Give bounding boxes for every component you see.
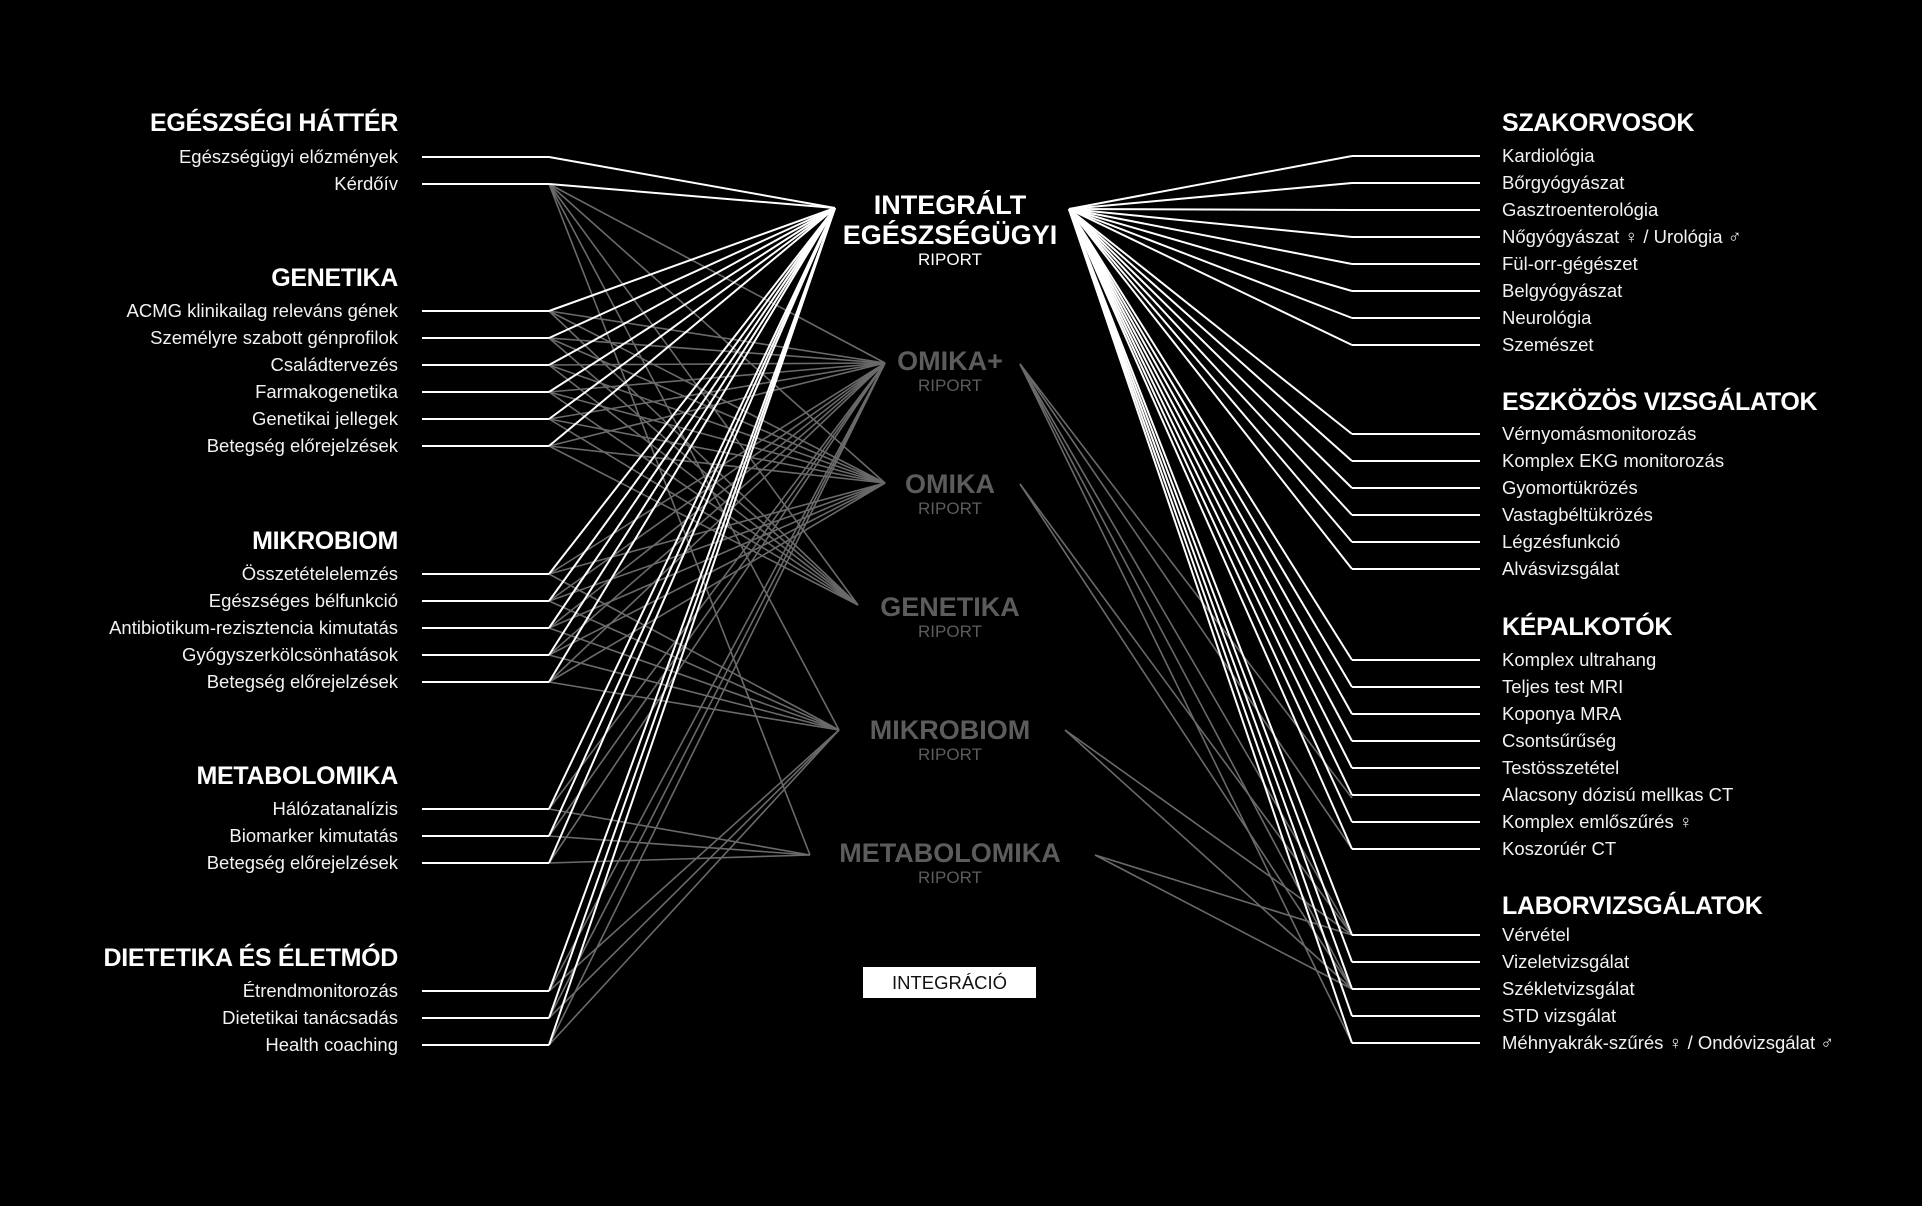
right-item: Nőgyógyászat ♀ / Urológia ♂: [1502, 226, 1742, 247]
left-item: Genetikai jellegek: [251, 408, 398, 429]
right-item: Testösszetétel: [1502, 757, 1620, 778]
left-item: Dietetikai tanácsadás: [222, 1007, 398, 1028]
right-item: Vérnyomásmonitorozás: [1502, 423, 1697, 444]
right-item: Kardiológia: [1502, 145, 1595, 166]
left-item: Személyre szabott génprofilok: [150, 327, 398, 348]
left-item: Antibiotikum-rezisztencia kimutatás: [109, 617, 398, 638]
connector-line: [549, 809, 810, 855]
right-item: Belgyógyászat: [1502, 280, 1623, 301]
report-mikrobiom: [780, 715, 1120, 765]
report-sub: RIPORT: [918, 622, 982, 641]
right-item: Komplex ultrahang: [1502, 649, 1657, 670]
report-title: OMIKA+: [897, 346, 1003, 376]
left-item: ACMG klinikailag releváns gének: [126, 300, 398, 321]
connector-line: [549, 855, 810, 863]
section-heading-kepalkotok: KÉPALKOTÓK: [1502, 613, 1673, 641]
section-heading-dietetika: DIETETIKA ÉS ÉLETMÓD: [103, 944, 398, 972]
section-heading-genetika: GENETIKA: [271, 264, 398, 292]
integration-label: INTEGRÁCIÓ: [863, 967, 1036, 998]
right-item: Gasztroenterológia: [1502, 199, 1659, 220]
right-item: Csontsűrűség: [1502, 730, 1617, 751]
right-item: STD vizsgálat: [1502, 1005, 1617, 1026]
right-item: Teljes test MRI: [1502, 676, 1624, 697]
connector-line: [549, 836, 810, 855]
left-item: Betegség előrejelzések: [206, 671, 398, 692]
integrated-report-sub: RIPORT: [918, 250, 982, 269]
report-title: METABOLOMIKA: [839, 838, 1061, 868]
section-heading-metabolomika: METABOLOMIKA: [196, 762, 398, 790]
connector-line: [1069, 209, 1352, 935]
right-item: Komplex EKG monitorozás: [1502, 450, 1725, 471]
right-item: Fül-orr-gégészet: [1502, 253, 1638, 274]
right-item: Koponya MRA: [1502, 703, 1622, 724]
left-item: Farmakogenetika: [255, 381, 398, 402]
left-item: Biomarker kimutatás: [229, 825, 398, 846]
left-item: Kérdőív: [334, 173, 398, 194]
right-item: Neurológia: [1502, 307, 1592, 328]
report-genetika: [780, 592, 1120, 642]
report-title: OMIKA: [905, 469, 995, 499]
right-item: Alacsony dózisú mellkas CT: [1502, 784, 1734, 805]
report-omika-plus: [780, 346, 1120, 396]
right-item: Bőrgyógyászat: [1502, 172, 1625, 193]
left-item: Gyógyszerkölcsönhatások: [182, 644, 398, 665]
right-item: Légzésfunkció: [1502, 531, 1621, 552]
section-heading-egeszsegi-hatter: EGÉSZSÉGI HÁTTÉR: [149, 109, 398, 137]
report-sub: RIPORT: [918, 376, 982, 395]
connector-line: [549, 208, 835, 655]
report-metabolomika: [780, 838, 1120, 888]
report-sub: RIPORT: [918, 745, 982, 764]
left-item: Étrendmonitorozás: [242, 980, 398, 1001]
right-item: Alvásvizsgálat: [1502, 558, 1620, 579]
connector-line: [1095, 855, 1352, 989]
section-heading-mikrobiom: MIKROBIOM: [252, 527, 398, 555]
right-item: Vizeletvizsgálat: [1502, 951, 1630, 972]
section-heading-laborvizsgalatok: LABORVIZSGÁLATOK: [1502, 892, 1763, 920]
right-item: Koszorúér CT: [1502, 838, 1617, 859]
connector-line: [1020, 364, 1352, 1043]
section-heading-szakorvosok: SZAKORVOSOK: [1502, 109, 1695, 137]
section-heading-eszkozos: ESZKÖZÖS VIZSGÁLATOK: [1502, 388, 1818, 416]
left-item: Betegség előrejelzések: [206, 435, 398, 456]
report-sub: RIPORT: [918, 499, 982, 518]
right-item: Szemészet: [1502, 334, 1594, 355]
connector-line: [1095, 855, 1352, 935]
report-sub: RIPORT: [918, 868, 982, 887]
connector-line: [549, 184, 810, 855]
right-item: Székletvizsgálat: [1502, 978, 1635, 999]
left-item: Betegség előrejelzések: [206, 852, 398, 873]
integrated-report-line2: EGÉSZSÉGÜGYI: [842, 220, 1058, 250]
right-item: Gyomortükrözés: [1502, 477, 1638, 498]
report-title: GENETIKA: [880, 592, 1020, 622]
left-item: Egészséges bélfunkció: [208, 590, 398, 611]
left-item: Egészségügyi előzmények: [178, 146, 398, 167]
right-item: Méhnyakrák-szűrés ♀ / Ondóvizsgálat ♂: [1502, 1032, 1835, 1053]
integrated-report-line1: INTEGRÁLT: [873, 190, 1027, 220]
right-item: Vérvétel: [1502, 924, 1570, 945]
left-item: Összetételelemzés: [241, 563, 398, 584]
right-item: Komplex emlőszűrés ♀: [1502, 811, 1693, 832]
right-item: Vastagbéltükrözés: [1502, 504, 1653, 525]
integrated-report-title: [780, 190, 1120, 270]
report-omika: [780, 469, 1120, 519]
report-title: MIKROBIOM: [869, 715, 1031, 745]
left-item: Családtervezés: [270, 354, 398, 375]
left-item: Hálózatanalízis: [272, 798, 398, 819]
left-item: Health coaching: [265, 1034, 398, 1055]
